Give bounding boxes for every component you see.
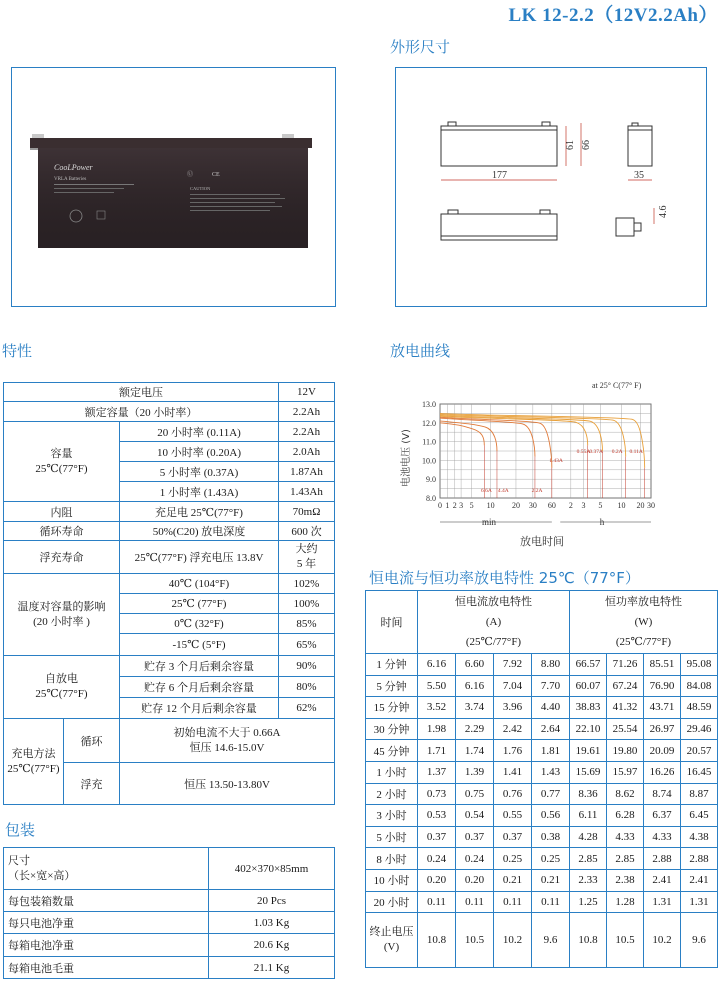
capacity-value: 1.87Ah bbox=[279, 462, 335, 482]
current-value: 0.75 bbox=[456, 783, 494, 805]
constant-discharge-heading: 恒电流与恒功率放电特性 25℃（77°F） bbox=[369, 569, 640, 587]
power-value: 4.33 bbox=[644, 826, 681, 848]
pack-net-weight-label: 每箱电池净重 bbox=[4, 934, 209, 957]
current-value: 0.37 bbox=[456, 826, 494, 848]
charge-float-value: 恒压 13.50-13.80V bbox=[120, 763, 335, 805]
chart-xtick-label: 5 bbox=[469, 501, 474, 510]
pack-unit-weight-value: 1.03 Kg bbox=[209, 912, 335, 934]
self-discharge-value: 62% bbox=[279, 698, 335, 719]
cycle-life-value: 600 次 bbox=[279, 522, 335, 541]
current-value: 1.71 bbox=[418, 740, 456, 762]
charge-float-label: 浮充 bbox=[64, 763, 120, 805]
discharge-curve-label: 0.2A bbox=[611, 449, 623, 455]
temp-effect-value: 100% bbox=[279, 594, 335, 614]
charge-cycle-value-cell bbox=[120, 719, 335, 763]
internal-resistance-label: 内阻 bbox=[4, 502, 120, 522]
power-value: 19.80 bbox=[607, 740, 644, 762]
discharge-table-row bbox=[366, 654, 718, 676]
pack-size-sublabel: （长×宽×高） bbox=[8, 869, 76, 882]
current-value: 1.81 bbox=[532, 740, 570, 762]
charge-method-temp: 25℃(77°F) bbox=[7, 762, 60, 775]
current-value: 0.24 bbox=[456, 848, 494, 870]
discharge-curve-label: 4.4A bbox=[497, 488, 509, 494]
power-value: 22.10 bbox=[570, 718, 607, 740]
chart-annotation: at 25° C(77° F) bbox=[592, 381, 642, 390]
temp-effect-value: 85% bbox=[279, 614, 335, 634]
current-value: 1.74 bbox=[456, 740, 494, 762]
discharge-time: 5 分钟 bbox=[366, 675, 418, 697]
float-life-label: 浮充寿命 bbox=[4, 541, 120, 574]
current-value: 0.55 bbox=[494, 805, 532, 827]
current-value: 5.50 bbox=[418, 675, 456, 697]
dimensions-heading: 外形尺寸 bbox=[390, 38, 451, 56]
pack-qty-label: 每包装箱数量 bbox=[4, 890, 209, 912]
end-voltage-value: 10.8 bbox=[418, 913, 456, 968]
discharge-time: 2 小时 bbox=[366, 783, 418, 805]
power-value: 2.38 bbox=[607, 869, 644, 891]
page-title: LK 12-2.2（12V2.2Ah） bbox=[508, 5, 718, 26]
power-temp: (25℃/77°F) bbox=[615, 636, 672, 648]
capacity-temp: 25℃(77°F) bbox=[35, 462, 88, 475]
self-discharge-value: 90% bbox=[279, 656, 335, 677]
discharge-time: 45 分钟 bbox=[366, 740, 418, 762]
dim-height: 61 bbox=[565, 140, 576, 150]
power-value: 4.33 bbox=[607, 826, 644, 848]
capacity-rate: 5 小时率 (0.37A) bbox=[120, 462, 279, 482]
power-value: 67.24 bbox=[607, 675, 644, 697]
current-value: 0.11 bbox=[418, 891, 456, 913]
power-value: 71.26 bbox=[607, 654, 644, 676]
discharge-curve-label: 0.37A bbox=[589, 449, 603, 455]
temp-effect-label: 温度对容量的影响 bbox=[17, 600, 106, 613]
end-voltage-value: 10.2 bbox=[494, 913, 532, 968]
discharge-table-row bbox=[366, 891, 718, 913]
power-value: 2.88 bbox=[681, 848, 718, 870]
current-value: 0.56 bbox=[532, 805, 570, 827]
current-value: 0.38 bbox=[532, 826, 570, 848]
current-value: 0.73 bbox=[418, 783, 456, 805]
discharge-curve-label: 0.55A bbox=[576, 449, 591, 455]
temp-effect-rate: (20 小时率 ) bbox=[33, 615, 90, 628]
current-value: 0.20 bbox=[418, 869, 456, 891]
discharge-curve-label: 2.2A bbox=[531, 488, 543, 494]
current-temp: (25℃/77°F) bbox=[465, 636, 522, 648]
discharge-time: 30 分钟 bbox=[366, 718, 418, 740]
discharge-time: 8 小时 bbox=[366, 848, 418, 870]
pack-gross-weight-label: 每箱电池毛重 bbox=[4, 957, 209, 979]
float-life-cond: 25℃(77°F) 浮充电压 13.8V bbox=[120, 541, 279, 574]
current-value: 0.25 bbox=[494, 848, 532, 870]
current-value: 1.39 bbox=[456, 761, 494, 783]
chart-ytick-label: 9.0 bbox=[426, 475, 436, 485]
capacity-value: 1.43Ah bbox=[279, 482, 335, 502]
temp-effect-temp: 0℃ (32°F) bbox=[120, 614, 279, 634]
power-value: 84.08 bbox=[681, 675, 718, 697]
chart-ytick-label: 13.0 bbox=[422, 400, 436, 409]
chart-xtick-label: 3 bbox=[581, 501, 586, 510]
self-discharge-cond: 贮存 12 个月后剩余容量 bbox=[120, 698, 279, 719]
charge-method-label: 充电方法 bbox=[11, 747, 56, 760]
dim-width: 35 bbox=[634, 170, 644, 181]
dimension-drawing bbox=[396, 68, 706, 306]
battery-photo bbox=[12, 68, 335, 306]
power-value: 8.74 bbox=[644, 783, 681, 805]
charge-cycle-current: 初始电流不大于 0.66A bbox=[173, 726, 281, 739]
current-value: 7.92 bbox=[494, 654, 532, 676]
battery-ul-mark: Ⓤ bbox=[187, 172, 194, 178]
power-value: 60.07 bbox=[570, 675, 607, 697]
dim-length: 177 bbox=[492, 170, 507, 181]
current-value: 2.42 bbox=[494, 718, 532, 740]
power-value: 1.25 bbox=[570, 891, 607, 913]
end-voltage-value: 9.6 bbox=[532, 913, 570, 968]
current-value: 1.98 bbox=[418, 718, 456, 740]
chart-xtick-label: 30 bbox=[528, 501, 537, 510]
power-value: 2.41 bbox=[644, 869, 681, 891]
chart-xtick-label: 3 bbox=[459, 501, 464, 510]
current-value: 2.64 bbox=[532, 718, 570, 740]
power-value: 20.57 bbox=[681, 740, 718, 762]
current-value: 0.21 bbox=[494, 869, 532, 891]
power-value: 1.28 bbox=[607, 891, 644, 913]
discharge-time: 15 分钟 bbox=[366, 697, 418, 719]
temp-effect-label-cell bbox=[4, 574, 120, 656]
current-value: 6.16 bbox=[456, 675, 494, 697]
chart-xtick-label: 10 bbox=[617, 501, 626, 510]
power-value: 1.31 bbox=[644, 891, 681, 913]
chart-xtick-label: 60 bbox=[547, 501, 556, 510]
packaging-heading: 包装 bbox=[5, 821, 36, 839]
cycle-life-label: 循环寿命 bbox=[4, 522, 120, 541]
discharge-table-row bbox=[366, 848, 718, 870]
power-value: 16.45 bbox=[681, 761, 718, 783]
self-discharge-cond: 贮存 3 个月后剩余容量 bbox=[120, 656, 279, 677]
discharge-table-row bbox=[366, 783, 718, 805]
discharge-curve bbox=[440, 415, 602, 451]
discharge-table-row bbox=[366, 761, 718, 783]
temp-effect-temp: -15℃ (5°F) bbox=[120, 634, 279, 656]
power-value: 95.08 bbox=[681, 654, 718, 676]
current-value: 0.53 bbox=[418, 805, 456, 827]
discharge-time: 10 小时 bbox=[366, 869, 418, 891]
discharge-table-row bbox=[366, 675, 718, 697]
power-value: 41.32 bbox=[607, 697, 644, 719]
discharge-table-row bbox=[366, 826, 718, 848]
power-value: 15.97 bbox=[607, 761, 644, 783]
current-value: 6.16 bbox=[418, 654, 456, 676]
discharge-curve-label: 0.11A bbox=[629, 449, 643, 455]
characteristics-heading: 特性 bbox=[2, 342, 33, 360]
power-value: 2.41 bbox=[681, 869, 718, 891]
chart-xtick-label: 20 bbox=[636, 501, 645, 510]
current-header-cell bbox=[418, 591, 570, 654]
power-value: 76.90 bbox=[644, 675, 681, 697]
power-value: 2.85 bbox=[570, 848, 607, 870]
temp-effect-value: 102% bbox=[279, 574, 335, 594]
capacity-rate: 10 小时率 (0.20A) bbox=[120, 442, 279, 462]
power-value: 19.61 bbox=[570, 740, 607, 762]
power-value: 2.33 bbox=[570, 869, 607, 891]
current-value: 0.77 bbox=[532, 783, 570, 805]
end-voltage-value: 10.5 bbox=[607, 913, 644, 968]
battery-brand: CooLPower bbox=[54, 163, 93, 172]
chart-xtick-label: 20 bbox=[511, 501, 520, 510]
rated-capacity-label: 额定容量（20 小时率） bbox=[4, 402, 279, 422]
float-life-value-cell bbox=[279, 541, 335, 574]
current-value: 3.96 bbox=[494, 697, 532, 719]
current-value: 0.11 bbox=[456, 891, 494, 913]
discharge-curve-chart bbox=[395, 378, 665, 554]
rated-voltage-label: 额定电压 bbox=[4, 383, 279, 402]
current-value: 0.37 bbox=[418, 826, 456, 848]
pack-size-label: 尺寸 bbox=[8, 854, 30, 867]
discharge-time: 5 小时 bbox=[366, 826, 418, 848]
pack-size-value: 402×370×85mm bbox=[209, 848, 335, 890]
current-value: 7.70 bbox=[532, 675, 570, 697]
end-voltage-value: 9.6 bbox=[681, 913, 718, 968]
end-voltage-value: 10.8 bbox=[570, 913, 607, 968]
current-value: 7.04 bbox=[494, 675, 532, 697]
chart-xtick-label: 5 bbox=[598, 501, 603, 510]
rated-voltage-value: 12V bbox=[279, 383, 335, 402]
characteristics-table bbox=[3, 382, 335, 805]
current-value: 1.41 bbox=[494, 761, 532, 783]
power-value: 2.85 bbox=[607, 848, 644, 870]
power-value: 29.46 bbox=[681, 718, 718, 740]
current-value: 1.37 bbox=[418, 761, 456, 783]
current-value: 0.37 bbox=[494, 826, 532, 848]
power-value: 6.28 bbox=[607, 805, 644, 827]
self-discharge-value: 80% bbox=[279, 677, 335, 698]
internal-resistance-cond: 充足电 25℃(77°F) bbox=[120, 502, 279, 522]
capacity-rate: 20 小时率 (0.11A) bbox=[120, 422, 279, 442]
temp-effect-value: 65% bbox=[279, 634, 335, 656]
pack-net-weight-value: 20.6 Kg bbox=[209, 934, 335, 957]
battery-caution: CAUTION bbox=[190, 186, 211, 191]
current-unit: (A) bbox=[485, 616, 502, 628]
capacity-rate: 1 小时率 (1.43A) bbox=[120, 482, 279, 502]
chart-xtick-label: 0 bbox=[438, 501, 442, 510]
discharge-table-row bbox=[366, 718, 718, 740]
end-voltage-value: 10.2 bbox=[644, 913, 681, 968]
power-value: 85.51 bbox=[644, 654, 681, 676]
current-value: 8.80 bbox=[532, 654, 570, 676]
power-header-cell bbox=[570, 591, 718, 654]
current-value: 6.60 bbox=[456, 654, 494, 676]
discharge-table-row bbox=[366, 869, 718, 891]
chart-xtick-label: 30 bbox=[647, 501, 655, 510]
current-value: 0.20 bbox=[456, 869, 494, 891]
current-value: 0.11 bbox=[532, 891, 570, 913]
constant-discharge-table bbox=[365, 590, 718, 968]
power-value: 6.45 bbox=[681, 805, 718, 827]
power-value: 43.71 bbox=[644, 697, 681, 719]
power-value: 8.36 bbox=[570, 783, 607, 805]
discharge-curve bbox=[440, 421, 497, 451]
dim-terminal: 4.6 bbox=[658, 205, 669, 218]
time-header: 时间 bbox=[366, 591, 418, 654]
current-value: 3.52 bbox=[418, 697, 456, 719]
power-value: 6.37 bbox=[644, 805, 681, 827]
pack-size-label-cell bbox=[4, 848, 209, 890]
dimension-drawing-frame bbox=[395, 67, 707, 307]
discharge-curve bbox=[440, 423, 484, 446]
dim-height-total: 66 bbox=[581, 140, 592, 150]
discharge-table-row bbox=[366, 697, 718, 719]
chart-xtick-label: 10 bbox=[486, 501, 495, 510]
power-unit: (W) bbox=[634, 616, 653, 628]
current-value: 0.76 bbox=[494, 783, 532, 805]
packaging-table bbox=[3, 847, 335, 979]
capacity-value: 2.0Ah bbox=[279, 442, 335, 462]
power-value: 26.97 bbox=[644, 718, 681, 740]
chart-ytick-label: 8.0 bbox=[426, 494, 436, 503]
power-value: 38.83 bbox=[570, 697, 607, 719]
discharge-time: 1 分钟 bbox=[366, 654, 418, 676]
temp-effect-temp: 40℃ (104°F) bbox=[120, 574, 279, 594]
discharge-curve-label: 1.43A bbox=[549, 458, 563, 464]
end-voltage-unit: (V) bbox=[383, 941, 400, 954]
capacity-label: 容量 bbox=[50, 447, 73, 460]
capacity-label-cell bbox=[4, 422, 120, 502]
discharge-curve-heading: 放电曲线 bbox=[390, 342, 451, 360]
power-value: 48.59 bbox=[681, 697, 718, 719]
discharge-time: 3 小时 bbox=[366, 805, 418, 827]
chart-ytick-label: 10.0 bbox=[422, 456, 436, 466]
current-value: 0.54 bbox=[456, 805, 494, 827]
battery-series: VRLA Batteries bbox=[54, 177, 87, 182]
charge-method-label-cell bbox=[4, 719, 64, 805]
capacity-value: 2.2Ah bbox=[279, 422, 335, 442]
discharge-table-row bbox=[366, 805, 718, 827]
charge-cycle-voltage: 恒压 14.6-15.0V bbox=[189, 741, 265, 754]
current-value: 1.76 bbox=[494, 740, 532, 762]
chart-ytick-label: 11.0 bbox=[422, 437, 436, 447]
power-value: 25.54 bbox=[607, 718, 644, 740]
discharge-time: 1 小时 bbox=[366, 761, 418, 783]
chart-x-unit-min: min bbox=[481, 517, 497, 527]
temp-effect-temp: 25℃ (77°F) bbox=[120, 594, 279, 614]
discharge-curve-label: 6.6A bbox=[480, 488, 492, 494]
current-value: 0.25 bbox=[532, 848, 570, 870]
end-voltage-value: 10.5 bbox=[456, 913, 494, 968]
self-discharge-temp: 25℃(77°F) bbox=[35, 688, 88, 700]
power-value: 15.69 bbox=[570, 761, 607, 783]
current-header: 恒电流放电特性 bbox=[455, 596, 532, 608]
power-value: 2.88 bbox=[644, 848, 681, 870]
chart-xtick-label: 1 bbox=[445, 501, 450, 510]
power-value: 8.62 bbox=[607, 783, 644, 805]
chart-xtick-label: 2 bbox=[568, 501, 573, 510]
chart-xtick-label: 2 bbox=[452, 501, 457, 510]
chart-ytick-label: 12.0 bbox=[422, 418, 436, 428]
float-life-years: 5 年 bbox=[296, 558, 317, 570]
power-value: 4.28 bbox=[570, 826, 607, 848]
current-value: 2.29 bbox=[456, 718, 494, 740]
float-life-value: 大约 bbox=[295, 543, 318, 555]
current-value: 3.74 bbox=[456, 697, 494, 719]
chart-xlabel: 放电时间 bbox=[520, 535, 564, 548]
current-value: 4.40 bbox=[532, 697, 570, 719]
current-value: 0.24 bbox=[418, 848, 456, 870]
self-discharge-label: 自放电 bbox=[45, 673, 78, 685]
pack-unit-weight-label: 每只电池净重 bbox=[4, 912, 209, 934]
chart-x-unit-h: h bbox=[599, 517, 605, 527]
discharge-table-row bbox=[366, 740, 718, 762]
discharge-curve bbox=[440, 413, 645, 468]
product-photo-frame bbox=[11, 67, 336, 307]
battery-ce-mark: CE bbox=[212, 172, 220, 178]
pack-gross-weight-value: 21.1 Kg bbox=[209, 957, 335, 979]
power-value: 1.31 bbox=[681, 891, 718, 913]
power-header: 恒功率放电特性 bbox=[605, 596, 682, 608]
chart-ylabel: 电池电压 (V) bbox=[401, 429, 412, 487]
discharge-time: 20 小时 bbox=[366, 891, 418, 913]
charge-cycle-label: 循环 bbox=[64, 719, 120, 763]
end-voltage-label: 终止电压 bbox=[369, 926, 414, 939]
power-value: 4.38 bbox=[681, 826, 718, 848]
internal-resistance-value: 70mΩ bbox=[279, 502, 335, 522]
current-value: 1.43 bbox=[532, 761, 570, 783]
power-value: 16.26 bbox=[644, 761, 681, 783]
self-discharge-label-cell bbox=[4, 656, 120, 719]
power-value: 8.87 bbox=[681, 783, 718, 805]
self-discharge-cond: 贮存 6 个月后剩余容量 bbox=[120, 677, 279, 698]
current-value: 0.21 bbox=[532, 869, 570, 891]
current-value: 0.11 bbox=[494, 891, 532, 913]
end-voltage-label-cell bbox=[366, 913, 418, 968]
power-value: 20.09 bbox=[644, 740, 681, 762]
cycle-life-cond: 50%(C20) 放电深度 bbox=[120, 522, 279, 541]
power-value: 6.11 bbox=[570, 805, 607, 827]
rated-capacity-value: 2.2Ah bbox=[279, 402, 335, 422]
power-value: 66.57 bbox=[570, 654, 607, 676]
pack-qty-value: 20 Pcs bbox=[209, 890, 335, 912]
